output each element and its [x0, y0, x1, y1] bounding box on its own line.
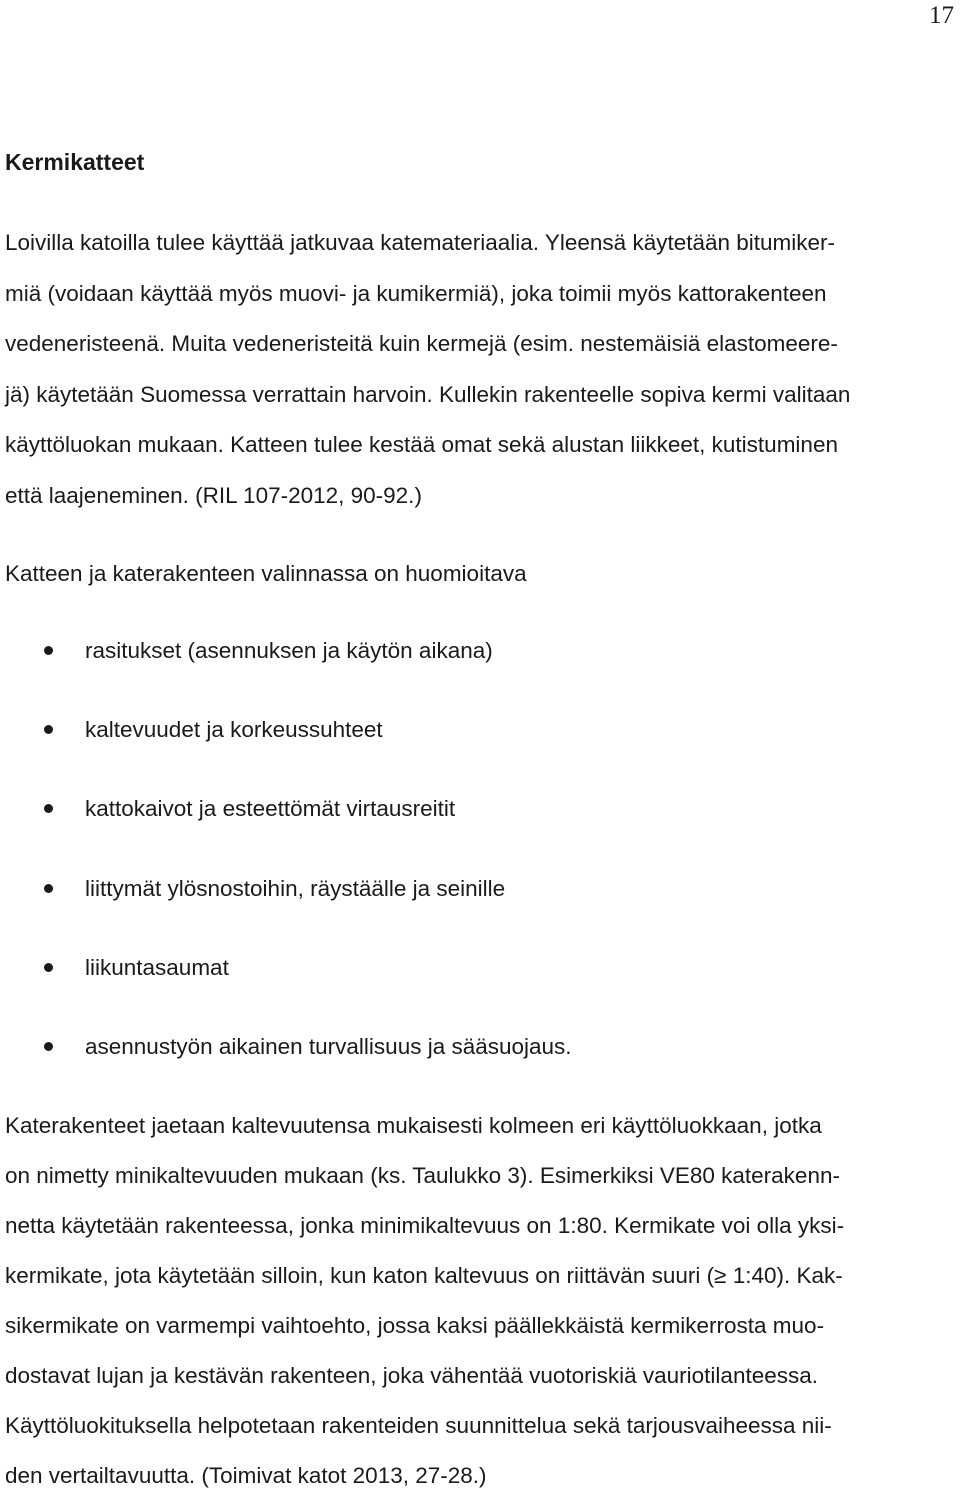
list-item-text: asennustyön aikainen turvallisuus ja sääsuojaus.: [85, 1033, 572, 1059]
paragraph-line: käyttöluokan mukaan. Katteen tulee kestää omat sekä alustan liikkeet, kutistuminen: [5, 432, 838, 457]
bullet-icon: [44, 1042, 53, 1051]
list-item-text: kattokaivot ja esteettömät virtausreitit: [85, 796, 456, 822]
list-item: [0, 864, 960, 943]
bullet-icon: [44, 963, 53, 972]
list-item-text: liittymät ylösnostoihin, räystäälle ja seinille: [85, 875, 506, 901]
bullet-icon: [44, 725, 53, 734]
paragraph-line: vedeneristeenä. Muita vedeneristeitä kuin kermejä (esim. nestemäisiä elastomeere-: [5, 331, 838, 356]
considerations-list: [0, 626, 960, 1101]
list-item-text: liikuntasaumat: [85, 954, 229, 980]
paragraph-line: sikermikate on varmempi vaihtoehto, jossa kaksi päällekkäistä kermikerrosta muo-: [5, 1313, 825, 1338]
section-heading: Kermikatteet: [5, 149, 145, 175]
bullet-icon: [44, 646, 53, 655]
paragraph-line: kermikate, jota käytetään silloin, kun katon kaltevuus on riittävän suuri (≥ 1:40). Kak-: [5, 1263, 843, 1288]
list-item: [0, 1022, 960, 1101]
paragraph-line: netta käytetään rakenteessa, jonka minimikaltevuus on 1:80. Kermikate voi olla yksi-: [5, 1213, 845, 1238]
paragraph-line: on nimetty minikaltevuuden mukaan (ks. Taulukko 3). Esimerkiksi VE80 katerakenn-: [5, 1163, 840, 1188]
paragraph-line: Käyttöluokituksella helpotetaan rakenteiden suunnittelua sekä tarjousvaiheessa nii-: [5, 1413, 832, 1438]
list-item: [0, 626, 960, 705]
paragraph-line: den vertailtavuutta. (Toimivat katot 2013, 27-28.): [5, 1463, 487, 1488]
paragraph-line: Katerakenteet jaetaan kaltevuutensa mukaisesti kolmeen eri käyttöluokkaan, jotka: [5, 1113, 822, 1138]
bullet-icon: [44, 804, 53, 813]
paragraph-line: Loivilla katoilla tulee käyttää jatkuvaa katemateriaalia. Yleensä käytetään bitumiker-: [5, 230, 836, 255]
list-item: [0, 705, 960, 784]
paragraph-roofing-materials: [5, 218, 955, 521]
bullet-icon: [44, 884, 53, 893]
list-item-text: kaltevuudet ja korkeussuhteet: [85, 717, 383, 743]
paragraph-line: että laajeneminen. (RIL 107-2012, 90-92.): [5, 482, 422, 508]
page-number: 17: [929, 2, 954, 29]
paragraph-line: dostavat lujan ja kestävän rakenteen, joka vähentää vuotoriskiä vauriotilanteessa.: [5, 1363, 818, 1388]
list-item: [0, 784, 960, 863]
paragraph-considerations-intro: Katteen ja katerakenteen valinnassa on huomioitava: [5, 561, 527, 586]
paragraph-usage-classes: [5, 1101, 955, 1501]
paragraph-line: miä (voidaan käyttää myös muovi- ja kumikermiä), joka toimii myös kattorakenteen: [5, 280, 827, 306]
list-item-text: rasitukset (asennuksen ja käytön aikana): [85, 638, 493, 663]
list-item: [0, 943, 960, 1022]
paragraph-line: jä) käytetään Suomessa verrattain harvoin. Kullekin rakenteelle sopiva kermi valitaan: [5, 381, 851, 407]
